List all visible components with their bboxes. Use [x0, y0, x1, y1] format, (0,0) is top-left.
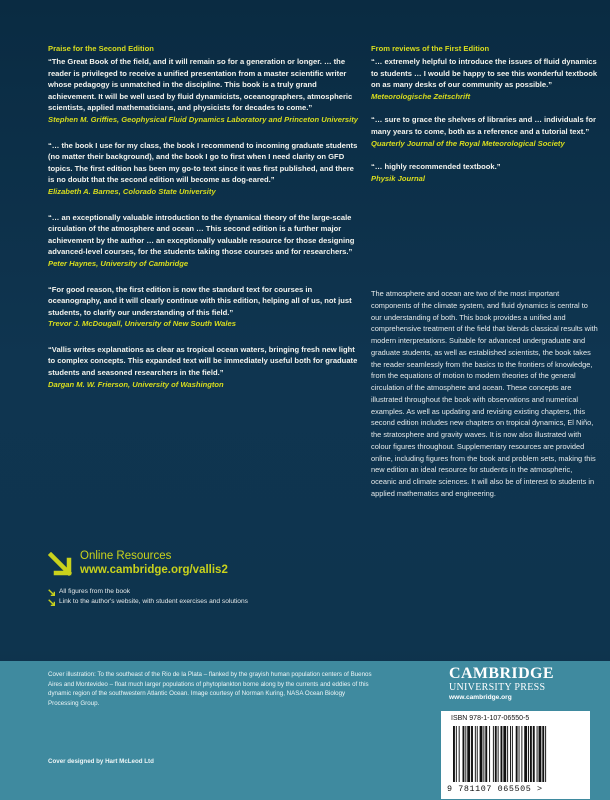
- review: [371, 56, 599, 102]
- review-quote: “The Great Book of the field, and it will remain so for a generation or longer. … the reader is privileged to receive a unified presentation from a master scientific writer whose pedagogy is unmatched in the discipline. This book is a truly grand achievement. It will be well used by fluid dynamicists, oceanographers, atmospheric scientists, applied mathematicians, and physicists for decades to come.”: [48, 57, 353, 113]
- review-author: Trevor J. McDougall, University of New South Wales: [48, 319, 236, 329]
- barcode-digits: 9 781107 065505 >: [447, 784, 543, 794]
- publisher-press: UNIVERSITY PRESS: [449, 682, 546, 693]
- review-quote: “… sure to grace the shelves of libraries and … individuals for many years to come, both as a reference and a tutorial text.”: [371, 115, 596, 136]
- arrow-down-right-icon: [48, 589, 55, 596]
- review: [48, 140, 358, 198]
- review-quote: “Vallis writes explanations as clear as tropical ocean waters, bringing fresh new light to complex concepts. This expanded text will be immediately useful both for graduate students and seasoned researchers in the field.”: [48, 344, 358, 378]
- arrow-down-right-icon: [48, 599, 55, 606]
- barcode-icon: [453, 726, 580, 782]
- praise-second-heading: Praise for the Second Edition: [48, 44, 154, 53]
- review: [371, 161, 599, 184]
- review: [371, 114, 599, 149]
- review: [48, 344, 358, 390]
- review-quote: “… the book I use for my class, the book I recommend to incoming graduate students (no matter their background), and the book I go to first when I need clarity on GFD topics. The first edition has been my go-to text since it was first published, and there is no doubt that the second edition will become as dog-eared.”: [48, 140, 358, 185]
- review-quote: “… highly recommended textbook.”: [371, 162, 501, 172]
- review-quote: “For good reason, the first edition is now the standard text for courses in oceanography, and it will clearly continue with this edition, helping all of us, not just students, to clarify our understanding of this field.”: [48, 284, 352, 317]
- online-resources-list: [48, 587, 358, 607]
- isbn-label: ISBN 978-1-107-06550-5: [451, 715, 530, 722]
- footer-band: [0, 661, 610, 800]
- online-item-label: Link to the author's website, with student exercises and solutions: [59, 598, 248, 605]
- review-author: Dargan M. W. Frierson, University of Washington: [48, 379, 224, 389]
- publisher-logo: [449, 666, 569, 703]
- publisher-url: www.cambridge.org: [449, 694, 512, 701]
- review-author: Physik Journal: [371, 173, 426, 183]
- reviews-first-heading: From reviews of the First Edition: [371, 44, 490, 53]
- arrow-down-right-icon: [48, 552, 72, 576]
- online-resources-title: Online Resources: [80, 550, 172, 562]
- review-quote: “… extremely helpful to introduce the issues of fluid dynamics to students … I would be happy to see this wonderful textbook on as many desks of our community as possible.”: [371, 57, 598, 90]
- review-author: Peter Haynes, University of Cambridge: [48, 258, 189, 268]
- review-author: Stephen M. Griffies, Geophysical Fluid Dynamics Laboratory and Princeton University: [48, 114, 359, 124]
- reviews-first-edition: [371, 44, 599, 196]
- list-item: [48, 597, 358, 607]
- review-quote: “… an exceptionally valuable introduction to the dynamical theory of the large-scale circulation of the atmosphere and ocean … This second edition is a further major achievement by the author … an exceptionally valuable resource for those designing advanced-level courses, for the students taking those courses and for researchers.”: [48, 212, 355, 257]
- review-author: Meteorologische Zeitschrift: [371, 91, 471, 101]
- review-author: Quarterly Journal of the Royal Meteorological Society: [371, 138, 565, 148]
- list-item: [48, 587, 358, 597]
- praise-second-edition: [48, 44, 358, 404]
- publisher-name: CAMBRIDGE: [449, 665, 554, 682]
- cover-designer-credit: Cover designed by Hart McLeod Ltd: [48, 758, 154, 765]
- book-description: The atmosphere and ocean are two of the most important components of the climate system, and fluid dynamics is central to our understanding of both. This book provides a unified and comprehensive treatment of the field that blends classical results with modern interpretations. Suitable for advanced undergraduate and graduate students, as well as established scientists, the book takes the reader seamlessly from the basics to the frontiers of knowledge, from the equations of motion to modern theories of the general circulation of the atmosphere and ocean. These concepts are illustrated throughout the book with observations and numerical examples. As well as updating and revising existing chapters, this second edition includes new chapters on tropical dynamics, El Niño, the stratosphere and gravity waves. It is now also illustrated with colour figures throughout. Supplementary resources are provided online, including figures from the book and problem sets, making this new edition an ideal resource for students in the atmospheric, oceanic and climate sciences. It will also be of interest to students in applied mathematics and engineering.: [371, 289, 598, 498]
- review: [48, 284, 358, 330]
- review: [48, 56, 358, 126]
- cover-illustration-credit: Cover illustration: To the southeast of the Rio de la Plata – flanked by the grayish human population centers of Buenos Aires and Montevideo – float much larger populations of phytoplankton borne along by the currents and eddies of this dynamic region of the southwestern Atlantic Ocean. Image courtesy of Norman Kuring, NASA Ocean Biology Processing Group.: [48, 671, 372, 707]
- review: [48, 212, 358, 270]
- online-resources-link[interactable]: www.cambridge.org/vallis2: [80, 564, 228, 576]
- barcode-panel: [441, 711, 590, 799]
- review-author: Elizabeth A. Barnes, Colorado State University: [48, 186, 216, 196]
- online-resources: [48, 550, 358, 607]
- online-item-label: All figures from the book: [59, 588, 131, 595]
